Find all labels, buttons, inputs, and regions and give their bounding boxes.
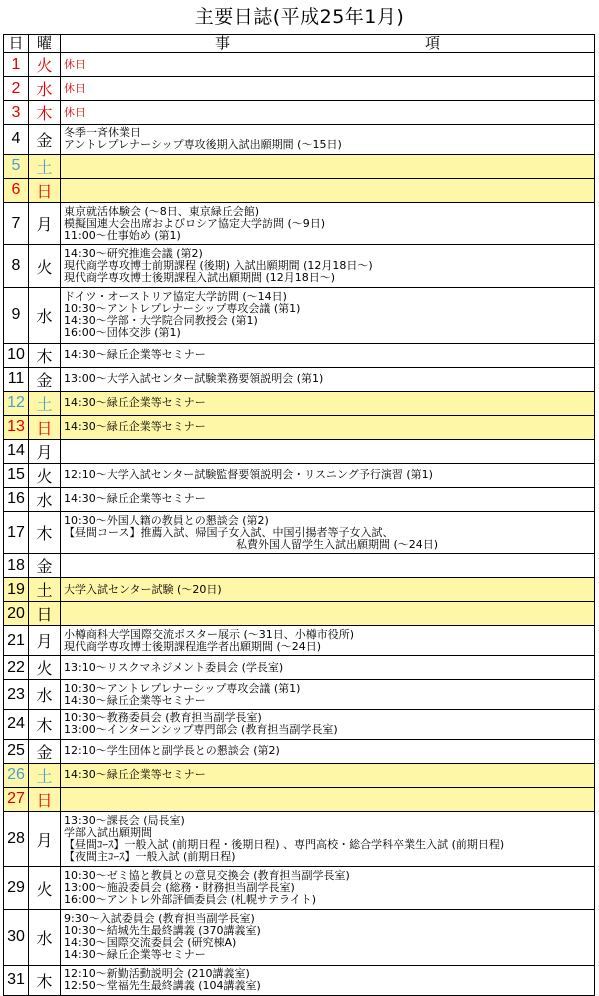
event-line [64,184,591,196]
event-line: 16:00～アントレ外部評価委員会 (札幌サテライト) [64,893,317,907]
weekday-cell: 水 [29,487,61,511]
event-line: 現代商学専攻博士後期課程入試出願期間 (12月18日～) [64,271,336,285]
weekday-cell: 木 [29,511,61,554]
event-line: 14:30～国際交流委員会 (研究棟A) [64,936,237,950]
event-line: 10:30～結城先生最終講義 (370講義室) [64,924,261,938]
event-line: 東京就活体験会 (～8日、東京緑丘会館) [64,204,260,218]
event-line: 12:10～大学入試センター試験監督要領説明会・リスニング予行演習 (第1) [64,468,433,482]
event-line: 10:30～アントレプレナーシップ専攻会議 (第1) [64,681,301,695]
events-cell [61,154,595,178]
events-cell [61,439,595,463]
table-row [4,811,595,867]
events-cell [61,391,595,415]
day-cell: 14 [4,439,29,463]
events-cell [61,578,595,602]
table-row [4,245,595,288]
table-row [4,763,595,787]
day-cell: 28 [4,811,29,867]
header-weekday: 曜 [29,35,61,53]
event-line: 現代商学専攻博士前期課程 (後期) 入試出願期間 (12月18日～) [64,259,373,273]
events-cell [61,910,595,966]
day-cell: 13 [4,415,29,439]
table-row [4,578,595,602]
events-cell [61,511,595,554]
table-row [4,288,595,344]
day-cell: 4 [4,125,29,155]
event-line [64,793,591,805]
events-cell [61,77,595,101]
day-cell: 8 [4,245,29,288]
table-row [4,680,595,710]
day-cell: 9 [4,288,29,344]
table-header-row [4,35,595,53]
table-row [4,656,595,680]
event-line: 10:30～外国人籍の教員との懇談会 (第2) [64,513,269,527]
table-row [4,867,595,910]
event-line: 10:30～ゼミ協と教員との意見交換会 (教育担当副学長室) [64,869,350,883]
event-line: 学部入試出願期間 [64,826,152,840]
weekday-cell: 火 [29,53,61,77]
calendar-table [3,34,595,996]
day-cell: 1 [4,53,29,77]
day-cell: 6 [4,178,29,202]
event-line: 14:30～緑丘企業等セミナー [64,396,206,410]
events-cell [61,245,595,288]
event-line: 【昼間コース】推薦入試、帰国子女入試、中国引揚者等子女入試、 [64,525,394,539]
events-cell [61,739,595,763]
events-cell [61,101,595,125]
day-cell: 15 [4,463,29,487]
day-cell: 31 [4,965,29,995]
table-row [4,101,595,125]
weekday-cell: 火 [29,656,61,680]
table-row [4,487,595,511]
events-cell [61,463,595,487]
event-line: 14:30～緑丘企業等セミナー [64,948,206,962]
events-cell [61,811,595,867]
event-line: 14:30～研究推進会議 (第2) [64,247,203,261]
weekday-cell: 月 [29,202,61,245]
day-cell: 23 [4,680,29,710]
event-line: 16:00～団体交渉 (第1) [64,326,181,340]
event-line: 私費外国人留学生入試出願期間 (～24日) [236,537,439,551]
events-cell [61,710,595,740]
weekday-cell: 土 [29,154,61,178]
event-line: 14:30～緑丘企業等セミナー [64,693,206,707]
table-row [4,626,595,656]
table-row [4,739,595,763]
weekday-cell: 水 [29,288,61,344]
events-cell [61,656,595,680]
weekday-cell: 月 [29,439,61,463]
events-cell [61,53,595,77]
calendar-body [4,53,595,996]
events-cell [61,626,595,656]
events-cell [61,487,595,511]
weekday-cell: 日 [29,178,61,202]
day-cell: 7 [4,202,29,245]
event-line: 【昼間ｺｰｽ】一般入試 (前期日程・後期日程) 、専門高校・総合学科卒業生入試 (前期日程) [64,838,505,852]
table-row [4,910,595,966]
day-cell: 21 [4,626,29,656]
event-line: 14:30～緑丘企業等セミナー [64,348,206,362]
table-row [4,554,595,578]
table-row [4,343,595,367]
event-line: 12:50～堂福先生最終講義 (104講義室) [64,979,261,993]
day-cell: 25 [4,739,29,763]
event-line: 休日 [64,105,86,119]
events-cell [61,680,595,710]
event-line: 13:10～リスクマネジメント委員会 (学長室) [64,660,284,674]
table-row [4,463,595,487]
event-line [64,160,591,172]
table-row [4,77,595,101]
events-cell [61,367,595,391]
event-line: 13:00～インターンシップ専門部会 (教育担当副学長室) [64,723,338,737]
weekday-cell: 木 [29,343,61,367]
weekday-cell: 金 [29,554,61,578]
table-row [4,53,595,77]
events-cell [61,763,595,787]
events-cell [61,178,595,202]
weekday-cell: 金 [29,739,61,763]
header-events: 事 項 [61,35,595,53]
event-line: 10:30～アントレプレナーシップ専攻会議 (第1) [64,302,301,316]
event-line: 14:30～学部・大学院合同教授会 (第1) [64,314,258,328]
event-line: 12:10～新勤活動説明会 (210講義室) [64,967,250,981]
event-line: 14:30～緑丘企業等セミナー [64,492,206,506]
weekday-cell: 月 [29,626,61,656]
event-line: 【夜間主ｺｰｽ】一般入試 (前期日程) [64,850,236,864]
events-cell [61,415,595,439]
weekday-cell: 火 [29,245,61,288]
weekday-cell: 火 [29,463,61,487]
day-cell: 30 [4,910,29,966]
weekday-cell: 日 [29,602,61,626]
event-line: アントレプレナーシップ専攻後期入試出願期間 (～15日) [64,138,342,152]
event-line: 模擬国連大会出席およびロシア協定大学訪問 (～9日) [64,216,326,230]
weekday-cell: 日 [29,787,61,811]
table-row [4,154,595,178]
weekday-cell: 土 [29,578,61,602]
day-cell: 3 [4,101,29,125]
weekday-cell: 水 [29,77,61,101]
day-cell: 16 [4,487,29,511]
table-row [4,178,595,202]
table-row [4,965,595,995]
day-cell: 24 [4,710,29,740]
day-cell: 26 [4,763,29,787]
events-cell [61,602,595,626]
table-row [4,511,595,554]
events-cell [61,554,595,578]
day-cell: 2 [4,77,29,101]
weekday-cell: 水 [29,680,61,710]
day-cell: 27 [4,787,29,811]
event-line [64,560,591,572]
day-cell: 22 [4,656,29,680]
day-cell: 20 [4,602,29,626]
table-row [4,439,595,463]
table-row [4,367,595,391]
header-day: 日 [4,35,29,53]
weekday-cell: 木 [29,101,61,125]
event-line: 9:30～入試委員会 (教育担当副学長室) [64,912,255,926]
event-line [64,608,591,620]
day-cell: 12 [4,391,29,415]
events-cell [61,125,595,155]
day-cell: 5 [4,154,29,178]
table-row [4,710,595,740]
event-line: 冬季一斉休業日 [64,126,141,140]
event-line: 13:00～施設委員会 (総務・財務担当副学長室) [64,881,295,895]
weekday-cell: 土 [29,391,61,415]
day-cell: 29 [4,867,29,910]
events-cell [61,867,595,910]
day-cell: 10 [4,343,29,367]
weekday-cell: 金 [29,367,61,391]
weekday-cell: 木 [29,965,61,995]
table-row [4,787,595,811]
event-line: 小樽商科大学国際交流ポスター展示 (～31日、小樽市役所) [64,627,355,641]
table-row [4,202,595,245]
weekday-cell: 土 [29,763,61,787]
day-cell: 11 [4,367,29,391]
events-cell [61,288,595,344]
weekday-cell: 火 [29,867,61,910]
event-line: 12:10～学生団体と副学長との懇談会 (第2) [64,744,280,758]
weekday-cell: 日 [29,415,61,439]
event-line: 11:00～仕事始め (第1) [64,228,181,242]
weekday-cell: 木 [29,710,61,740]
events-cell [61,202,595,245]
event-line: 現代商学専攻博士後期課程進学者出願期間 (～24日) [64,639,322,653]
table-row [4,391,595,415]
day-cell: 19 [4,578,29,602]
event-line [64,445,591,457]
event-line: 13:00～大学入試センター試験業務要領説明会 (第1) [64,372,324,386]
event-line: 14:30～緑丘企業等セミナー [64,768,206,782]
table-row [4,125,595,155]
weekday-cell: 水 [29,910,61,966]
table-row [4,415,595,439]
weekday-cell: 月 [29,811,61,867]
page-title: 主要日誌(平成25年1月) [194,6,405,28]
day-cell: 18 [4,554,29,578]
weekday-cell: 金 [29,125,61,155]
event-line: ドイツ・オーストリア協定大学訪問 (～14日) [64,290,287,304]
event-line: 14:30～緑丘企業等セミナー [64,420,206,434]
day-cell: 17 [4,511,29,554]
event-line: 大学入試センター試験 (～20日) [64,582,222,596]
table-row [4,602,595,626]
events-cell [61,787,595,811]
event-line: 休日 [64,57,86,71]
event-line: 休日 [64,81,86,95]
events-cell [61,965,595,995]
event-line: 10:30～教務委員会 (教育担当副学長室) [64,711,262,725]
events-cell [61,343,595,367]
event-line: 13:30～課長会 (局長室) [64,814,185,828]
